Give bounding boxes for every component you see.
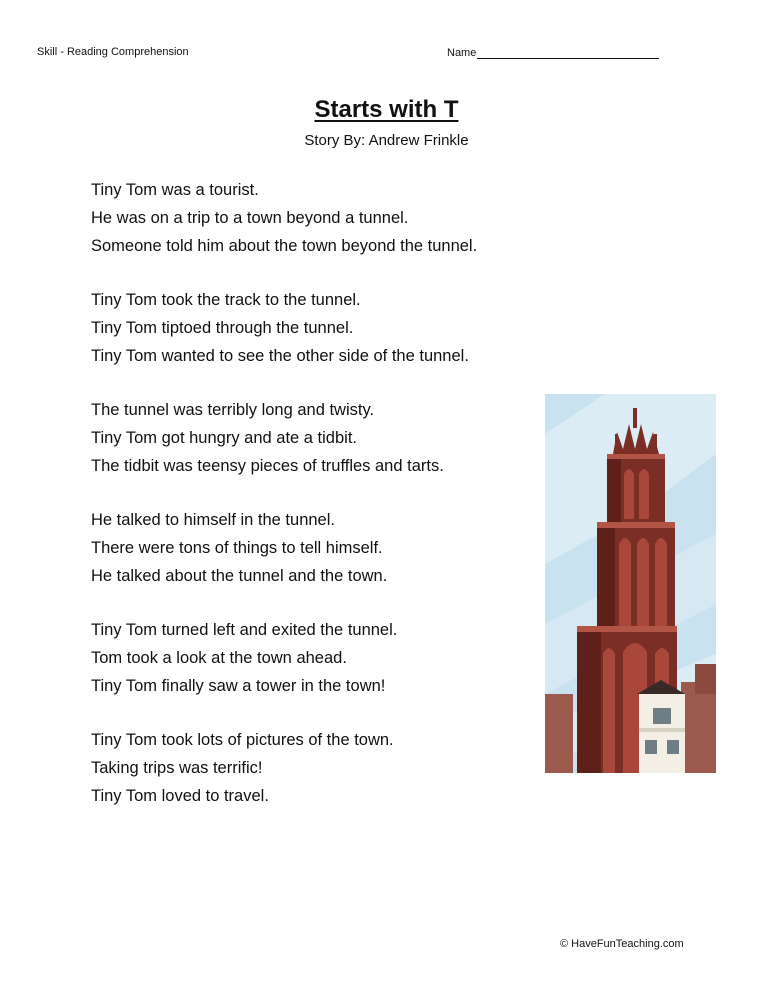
story-line: Tiny Tom got hungry and ate a tidbit.	[91, 429, 357, 447]
stanza	[91, 396, 541, 480]
story-line: Tiny Tom wanted to see the other side of the tunnel.	[91, 347, 469, 365]
story-line: There were tons of things to tell himself.	[91, 539, 383, 557]
stanza	[91, 506, 541, 590]
name-label: Name	[447, 47, 477, 59]
story-line: Tiny Tom turned left and exited the tunnel.	[91, 621, 398, 639]
stanza	[91, 286, 541, 370]
stanza	[91, 726, 541, 810]
worksheet-header	[37, 46, 663, 64]
name-blank-line[interactable]	[477, 46, 659, 59]
story-line: Tiny Tom took the track to the tunnel.	[91, 291, 361, 309]
story-line: Tiny Tom loved to travel.	[91, 787, 269, 805]
story-line: Tiny Tom was a tourist.	[91, 181, 259, 199]
tower-illustration	[545, 394, 716, 773]
story-line: Taking trips was terrific!	[91, 759, 263, 777]
copyright-footer: © HaveFunTeaching.com	[560, 938, 684, 950]
story-line: He talked about the tunnel and the town.	[91, 567, 388, 585]
story-line: Tiny Tom tiptoed through the tunnel.	[91, 319, 354, 337]
story-line: He talked to himself in the tunnel.	[91, 511, 335, 529]
story-line: He was on a trip to a town beyond a tunnel.	[91, 209, 409, 227]
stanza	[91, 616, 541, 700]
story-line: The tidbit was teensy pieces of truffles and tarts.	[91, 457, 444, 475]
story-line: Tiny Tom took lots of pictures of the town.	[91, 731, 394, 749]
story-line: Tiny Tom finally saw a tower in the town!	[91, 677, 386, 695]
stanza	[91, 176, 541, 260]
story-line: Tom took a look at the town ahead.	[91, 649, 347, 667]
story-line: The tunnel was terribly long and twisty.	[91, 401, 375, 419]
story-byline: Story By: Andrew Frinkle	[304, 132, 469, 149]
story-text	[91, 176, 541, 836]
story-line: Someone told him about the town beyond the tunnel.	[91, 237, 478, 255]
name-field[interactable]	[447, 46, 659, 59]
story-title: Starts with T	[314, 96, 459, 123]
house	[637, 680, 685, 773]
skill-label: Skill - Reading Comprehension	[37, 46, 189, 58]
